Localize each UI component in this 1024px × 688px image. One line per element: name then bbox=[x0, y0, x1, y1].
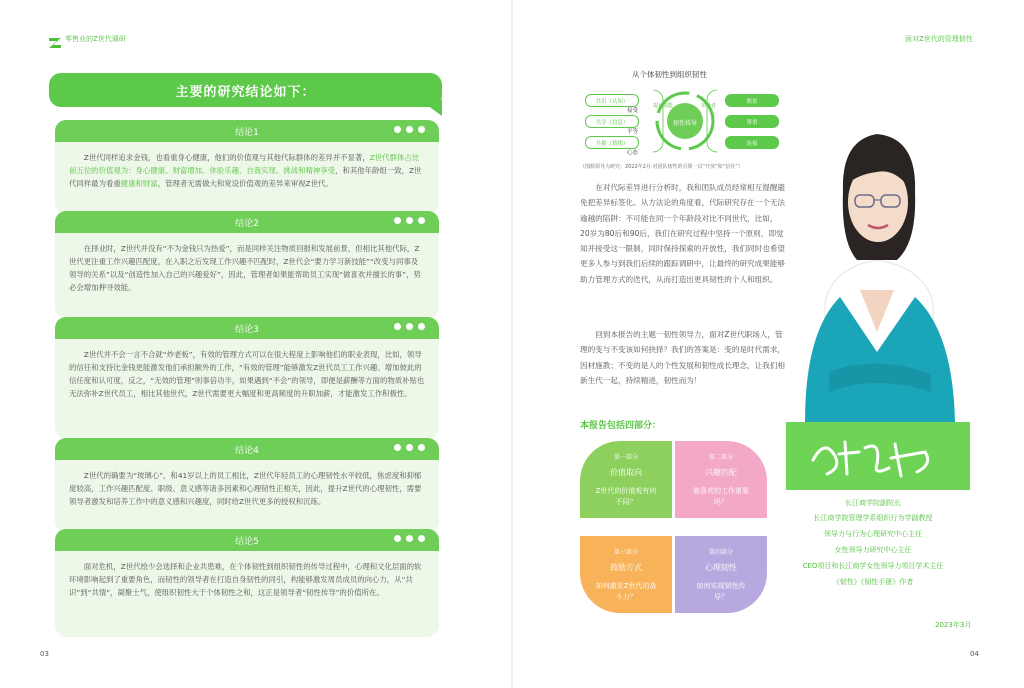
conclusion-text: 在择业时，Z世代并没有“不为金钱只为热爱”，而是同样关注物质回报和发展前景，但相比其他代际，Z世代更注重工作兴趣匹配度，在入职之后发现工作兴趣不匹配时，Z世代会“要力学习新技能”“改变与同事及领导的关系”以及“创造性加入自己的兴趣爱好”，因此，管理者如果能帮助员工实现“做喜欢并擅长的事”，势必会增加押寻效能。 bbox=[55, 233, 439, 319]
author-portrait bbox=[785, 92, 970, 422]
author-title-1: 长江商学院副院长 bbox=[845, 499, 901, 507]
conclusion-card-1 bbox=[55, 120, 439, 215]
conclusion-header bbox=[55, 211, 439, 233]
conclusion-card-2 bbox=[55, 211, 439, 319]
quadrant-title: 鼓励方式 bbox=[610, 562, 642, 572]
conclusion-text: 面对危机，Z世代绘少会选择和企业共患难，在个体韧性到组织韧性的传导过程中，心理和文化层面的软环境影响起到了重要角色，而韧性的领导者在打造自身韧性的同引，构能够激发周员成员的向心力，从“共识”到“共情”，凝聚士气，使组织韧性大于个体韧性之和，这正是领导者“韧性传导”的价值所在。 bbox=[55, 551, 439, 637]
author-title-5: CEO项目和长江商学女性领导力项目学术主任 bbox=[802, 562, 944, 570]
dots-icon bbox=[394, 217, 425, 224]
author-title-6: 《韧性》《韧性手册》作者 bbox=[832, 578, 914, 586]
author-title-3: 领导力与行为心理研究中心主任 bbox=[824, 530, 922, 538]
parts-subhead: 本报告包括四部分： bbox=[580, 421, 662, 431]
arc-label-left: 提升效能 bbox=[653, 103, 674, 109]
running-header-right: 面对Z世代的管理韧性 bbox=[905, 35, 973, 43]
running-header-left: 零售业的Z世代调研 bbox=[65, 35, 126, 43]
banner-tail bbox=[420, 100, 442, 116]
dots-icon bbox=[394, 323, 425, 330]
left-pill: 共识（认知） bbox=[585, 94, 639, 107]
quadrant-part-3 bbox=[580, 536, 672, 613]
page-number-left: 03 bbox=[40, 650, 49, 658]
quadrant-title: 心理韧性 bbox=[705, 562, 737, 572]
conclusion-header bbox=[55, 317, 439, 339]
diagram-title: 从个体韧性到组织韧性 bbox=[632, 70, 707, 79]
right-pill: 连接 bbox=[725, 136, 779, 149]
quadrant-title: 价值取向 bbox=[610, 467, 642, 477]
dots-icon bbox=[394, 126, 425, 133]
conclusion-text: Z世代并不会一言不合就“炒老板”，有效的管理方式可以在很大程度上影响他们的职业表现，比如，领导的信任和支持比金钱更能激发他们承担额外的工作，“有效的管理”能够激发Z世代员工工作兴趣、增加彼此的信任度和认可度，反之，“无效的管理”则事倍功半，如果遇到“不会”的领导，即便是薪酬等方面的物质补贴也无法弥补Z世代员工，相比其他世代，Z世代需要更大幅度和更高频度的升职加薪，才能激发工作积极性。 bbox=[55, 339, 439, 439]
quadrant-part-1 bbox=[580, 441, 672, 518]
left-label: 心态 bbox=[627, 150, 639, 156]
left-pill: 共振（情绪） bbox=[585, 136, 639, 149]
resilience-diagram bbox=[585, 82, 785, 160]
author-title-2: 长江商学院管理学系组织行为学副教授 bbox=[813, 514, 933, 522]
conclusion-header bbox=[55, 529, 439, 551]
conclusion-title: 结论2 bbox=[235, 218, 259, 229]
conclusion-card-5 bbox=[55, 529, 439, 637]
conclusion-header bbox=[55, 438, 439, 460]
signature-graphic bbox=[805, 430, 945, 480]
quadrant-question: 如何激发Z世代的战斗力？ bbox=[595, 581, 657, 601]
quadrant-part-2 bbox=[675, 441, 767, 518]
dots-icon bbox=[394, 535, 425, 542]
left-label: 接受 bbox=[627, 108, 639, 114]
right-pill: 尊重 bbox=[725, 115, 779, 128]
diagram-center-label: 韧性传导 bbox=[673, 120, 698, 127]
author-title-4: 女性领导力研究中心主任 bbox=[834, 546, 912, 554]
conclusion-text: Z世代同样追求金钱，也看重身心健康，他们的价值观与其他代际群体的差异并不显著，Z世代群体占比前五位的价值观为：身心健康、财富增加、休验乐趣、自我实现、挑战和精神享受，和其他年龄组一致，Z世代同样最为看重健康和财富，管理者无需做大和宽设价值观的差异来审视Z世代。 bbox=[55, 142, 439, 215]
arc-label-right: 领导者 bbox=[701, 103, 717, 109]
quadrant-part-label: 第一部分 bbox=[613, 453, 638, 461]
conclusion-card-3 bbox=[55, 317, 439, 439]
body-paragraph-1: 在对代际差异进行分析时，我和团队成员经常相互提醒避免把差异标签化。从方法论的角度看，代际研究存在一个无法逾越的陷阱：不可能在同一个年龄段对比不同世代，比如，20岁为80后和90后，我们在研究过程中坚持一个原则，即觉知并接受这一限制，同时保持探索的开放性，我们同时也希望更多人参与到我们后续的跟踪调研中，让最终的研究成果能够助力管理方式的迭代，从而打造出更具韧性的个人和组织。 bbox=[580, 183, 786, 284]
quadrant-part-label: 第四部分 bbox=[708, 548, 733, 556]
conclusion-title: 结论4 bbox=[235, 445, 259, 456]
conclusion-title: 结论5 bbox=[235, 536, 259, 547]
quadrant-title: 兴趣匹配 bbox=[705, 467, 737, 477]
conclusions-banner: 主要的研究结论如下： bbox=[49, 73, 442, 107]
quadrant-part-4 bbox=[675, 536, 767, 613]
right-pill: 愿景 bbox=[725, 94, 779, 107]
conclusion-title: 结论3 bbox=[235, 324, 259, 335]
dots-icon bbox=[394, 444, 425, 451]
left-pill: 共享（信息） bbox=[585, 115, 639, 128]
conclusion-text: Z世代的确要为“玻璃心”，和41岁以上的员工相比，Z世代年轻员工的心理韧性水平较低，焦虑度和抑郁度较高，工作兴趣匹配度、职级、意义感等诸多因素和心理韧性正相关，因此，提升Z世代的心理韧性，需要领导者激发和培养工作中的意义感和兴趣度，同时给Z世代更多的授权和沉练。 bbox=[55, 460, 439, 533]
report-date: 2023年3月 bbox=[935, 621, 972, 629]
body-paragraph-2: 回到本报告的主题一韧性领导力，面对Z世代职场人，管理的变与不变该如何抉择？我们的答案是：变的是时代需求，因材施教；不变的是人的个性发展和韧性成长理念，让我们相新生代一起，持续精进，韧性而为！ bbox=[580, 330, 786, 385]
quadrant-part-label: 第三部分 bbox=[613, 548, 638, 556]
brand-logo-icon bbox=[49, 33, 61, 43]
quadrant-part-label: 第二部分 bbox=[708, 453, 733, 461]
page-number-right: 04 bbox=[970, 650, 979, 658]
conclusion-card-4 bbox=[55, 438, 439, 533]
quadrant-question: 做喜欢的工作重要吗？ bbox=[693, 486, 749, 506]
conclusion-header bbox=[55, 120, 439, 142]
page-gutter bbox=[511, 0, 513, 688]
quadrant-question: 如何实现韧性传导？ bbox=[696, 581, 746, 601]
quadrant-question: Z世代的价值观有何不同？ bbox=[595, 486, 657, 506]
conclusion-title: 结论1 bbox=[235, 127, 259, 138]
left-label: 平等 bbox=[627, 129, 639, 135]
diagram-caption: （图源领导力研究：2022年2月·对团队韧性的引领一以“开放”和“信任”） bbox=[580, 164, 743, 170]
author-signature bbox=[805, 430, 945, 480]
